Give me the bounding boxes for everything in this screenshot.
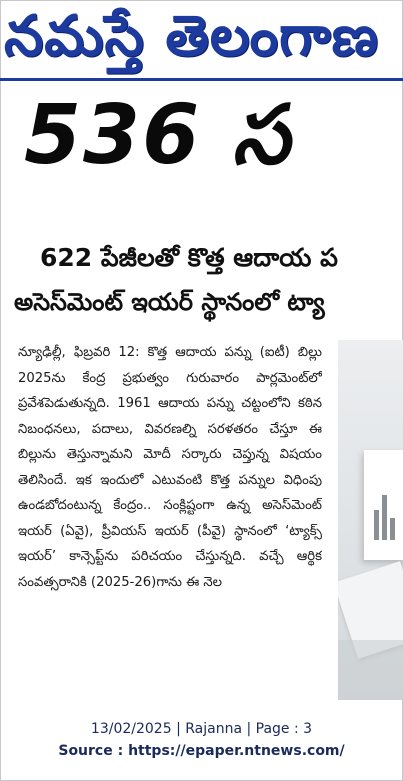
masthead-title: నమస్తే తెలంగాణ [4,4,379,69]
article-body: న్యూఢిల్లీ, ఫిబ్రవరి 12: కొత్త ఆదాయ పన్ను (ఐటీ) బిల్లు 2025ను కేంద్ర ప్రభుత్వం గురువారం పార్లమెంట్‌లో ప్రవేశపెడుతున్నది. 1961 ఆదాయ పన్ను చట్టంలోని కఠిన నిబంధనలు, పదాలు, వివరణల్ని సరళతరం చేస్తూ ఈ బిల్లును తెస్తున్నామని మోదీ సర్కారు చెప్తున్న విషయం తెలిసిందే. ఇక ఇందులో ఎటువంటి కొత్త పన్నుల విధింపు ఉండబోదంటున్న కేంద్రం.. సంక్లిష్టంగా ఉన్న అసెస్‌మెంట్ ఇయర్ (ఏవై), ప్రీవియస్ ఇయర్ (పీవై) స్థానంలో ‘ట్యాక్స్ ఇయర్’ కాన్సెప్ట్‌ను పరిచయం చేస్తున్నది. వచ్చే ఆర్థిక సంవత్సరానికి (2025-26)గాను ఈ నెల [18,345,322,590]
footer-source: Source : https://epaper.ntnews.com/ [58,743,345,759]
article-photo [338,340,403,700]
masthead-rule [0,78,403,81]
footer-date-edition: 13/02/2025 | Rajanna | Page : 3 [90,721,313,737]
photo-document [364,450,403,560]
main-headline [24,92,403,182]
photo-bar [390,518,395,540]
photo-shadow [338,640,403,700]
main-headline-text: 536 స [24,92,292,182]
photo-bar [382,495,387,540]
subheadline-line-2: అసెస్‌మెంట్ ఇయర్ స్థానంలో ట్యా [14,288,325,316]
subheadline-line-1: 622 పేజీలతో కొత్త ఆదాయ ప [40,243,338,272]
photo-bar [374,510,379,540]
newspaper-masthead [0,0,403,76]
